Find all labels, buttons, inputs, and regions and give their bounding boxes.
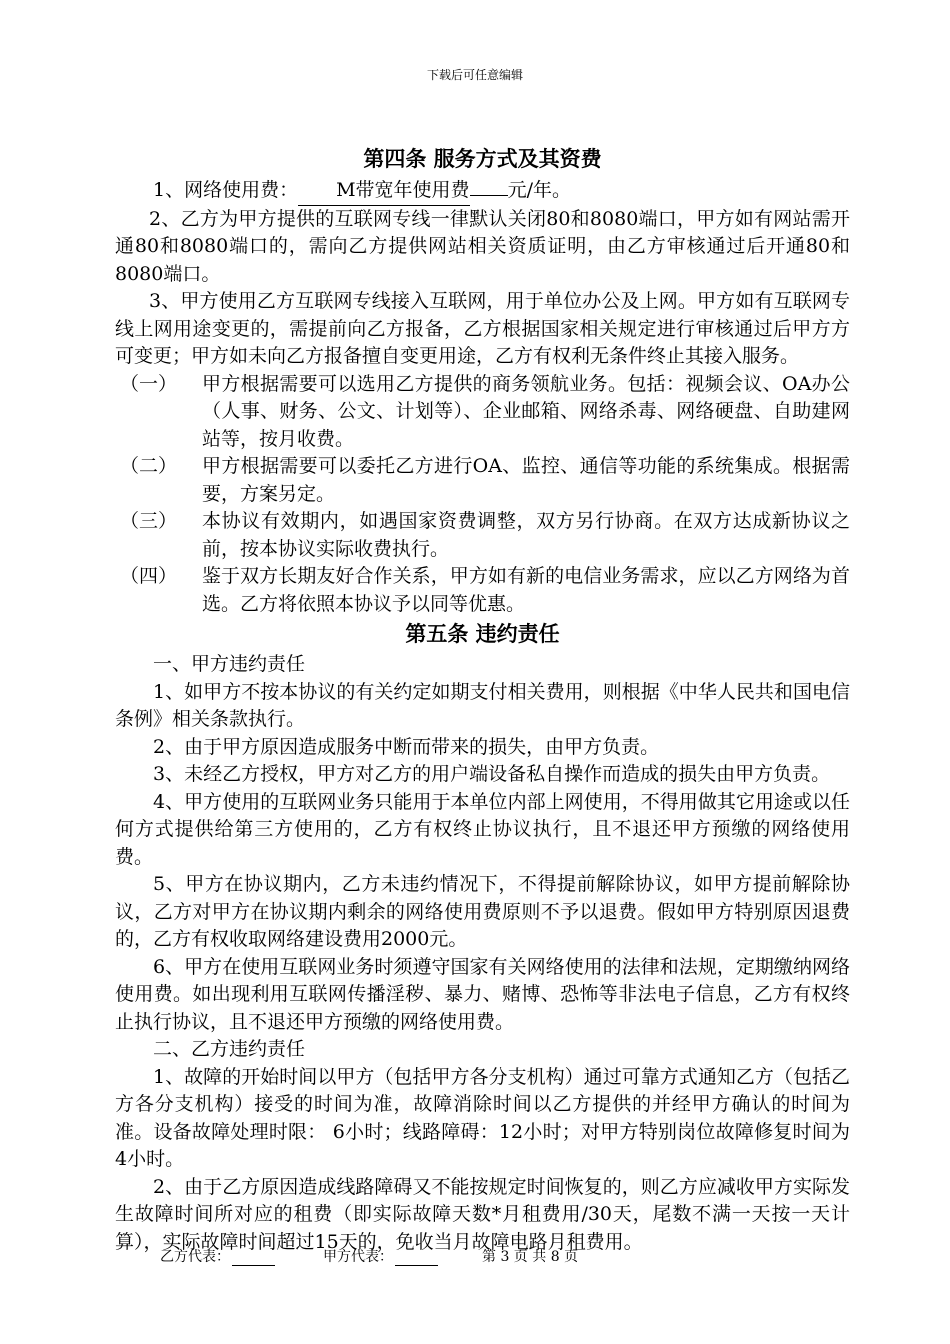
- party-a-liability-para-6: 6、甲方在使用互联网业务时须遵守国家有关网络使用的法律和法规，定期缴纳网络使用费。如出现利用互联网传播淫秽、暴力、赌博、恐怖等非法电子信息，乙方有权终止执行协议，且不退还甲方预缴的网络使用费。: [115, 955, 850, 1033]
- party-a-liability-para-3: 3、未经乙方授权，甲方对乙方的用户端设备私自操作而造成的损失由甲方负责。: [153, 763, 831, 785]
- article-4-item-4: （四） 鉴于双方长期友好合作关系，甲方如有新的电信业务需求，应以乙方网络为首选。乙方将依照本协议予以同等优惠。: [120, 565, 850, 615]
- party-a-signature-line: [395, 1251, 438, 1266]
- party-a-liability-para-2: 2、由于甲方原因造成服务中断而带来的损失，由甲方负责。: [153, 735, 660, 758]
- party-a-liability-para-1: 1、如甲方不按本协议的有关约定如期支付相关费用，则根据《中华人民共和国电信条例》相关条款执行。: [115, 680, 850, 730]
- page-header-note: 下载后可任意编辑: [426, 68, 523, 82]
- article-4-item-1: （一） 甲方根据需要可以选用乙方提供的商务领航业务。包括：视频会议、OA办公（人事、财务、公文、计划等）、企业邮箱、网络杀毒、网络硬盘、自助建网站等，按月收费。: [120, 372, 850, 450]
- party-a-signature: 甲方代表：: [323, 1246, 438, 1266]
- article-5-title: 第五条 违约责任: [405, 622, 560, 646]
- page-footer: [160, 1246, 578, 1266]
- fee-blank: [470, 176, 508, 196]
- party-a-liability-heading: 一、甲方违约责任: [153, 653, 306, 675]
- article-4-title: 第四条 服务方式及其资费: [363, 147, 602, 171]
- article-4-para-2: 2、乙方为甲方提供的互联网专线一律默认关闭80和8080端口，甲方如有网站需开通80和8080端口的，需向乙方提供网站相关资质证明，由乙方审核通过后开通80和8080端口。: [115, 207, 850, 285]
- party-b-liability-heading: 二、乙方违约责任: [153, 1038, 306, 1060]
- party-a-liability-para-4: 4、甲方使用的互联网业务只能用于本单位内部上网使用，不得用做其它用途或以任何方式提供给第三方使用的，乙方有权终止协议执行，且不退还甲方预缴的网络使用费。: [115, 790, 850, 868]
- article-4-item-3: （三） 本协议有效期内，如遇国家资费调整，双方另行协商。在双方达成新协议之前，按本协议实际收费执行。: [120, 510, 850, 560]
- party-b-signature-line: [232, 1251, 275, 1266]
- party-b-liability-para-2: 2、由于乙方原因造成线路障碍又不能按规定时间恢复的，则乙方应减收甲方实际发生故障时间所对应的租费（即实际故障天数*月租费用/30天，尾数不满一天按一天计算），实际故障时间超过15天的，免收当月故障电路月租费用。: [115, 1175, 850, 1253]
- party-b-signature: 乙方代表：: [160, 1246, 275, 1266]
- page-number: 第 3 页 共 8 页: [482, 1249, 579, 1265]
- bandwidth-fill: M带宽年使用费: [298, 177, 469, 206]
- party-a-liability-para-5: 5、甲方在协议期内，乙方未违约情况下，不得提前解除协议，如甲方提前解除协议，乙方对甲方在协议期内剩余的网络使用费原则不予以退费。假如甲方特别原因退费的，乙方有权收取网络建设费用2000元。: [115, 873, 850, 950]
- article-4-item-2: （二） 甲方根据需要可以委托乙方进行OA、监控、通信等功能的系统集成。根据需要，方案另定。: [120, 455, 850, 505]
- article-4-para-1: 1、网络使用费： M带宽年使用费 元/年。: [115, 176, 850, 206]
- article-4-para-3: 3、甲方使用乙方互联网专线接入互联网，用于单位办公及上网。甲方如有互联网专线上网用途变更的，需提前向乙方报备，乙方根据国家相关规定进行审核通过后甲方方可变更；甲方如未向乙方报备擅自变更用途，乙方有权利无条件终止其接入服务。: [115, 290, 850, 367]
- document-body: [115, 143, 850, 1256]
- party-b-liability-para-1: 1、故障的开始时间以甲方（包括甲方各分支机构）通过可靠方式通知乙方（包括乙方各分支机构）接受的时间为准，故障消除时间以乙方提供的并经甲方确认的时间为准。设备故障处理时限： 6小时；线路障碍：12小时；对甲方特别岗位故障修复时间为4小时。: [115, 1065, 850, 1170]
